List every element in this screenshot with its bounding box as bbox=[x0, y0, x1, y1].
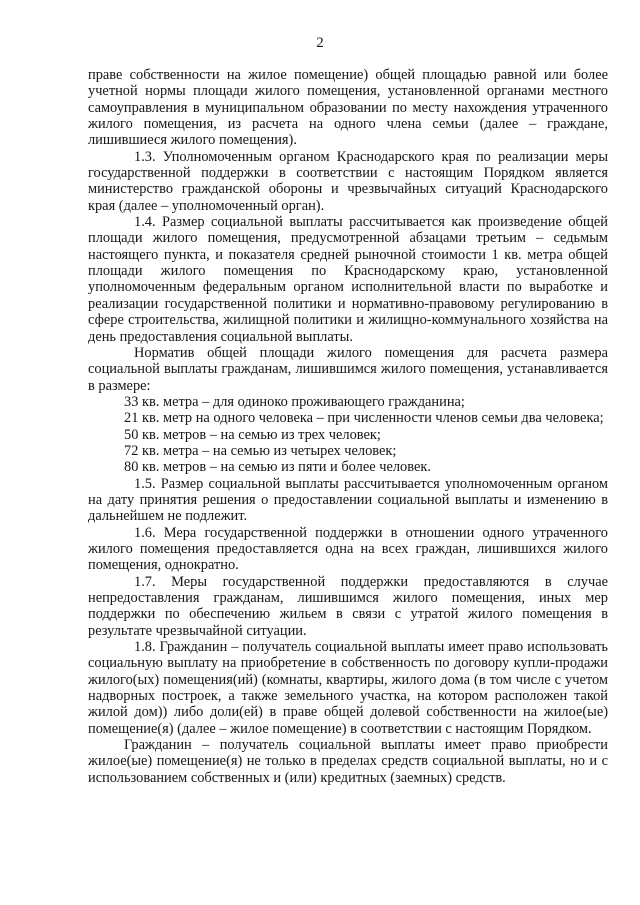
paragraph-1-6: 1.6. Мера государственной поддержки в отношении одного утраченного жилого помещения предоставляется одна на всех граждан, лишившихся жилого помещения, однократно. bbox=[88, 524, 608, 574]
norm-item-single: 33 кв. метра – для одиноко проживающего гражданина; bbox=[124, 393, 465, 410]
paragraph-1-8-continued: Гражданин – получатель социальной выплаты имеет право приобрести жилое(ые) помещение(я) не только в пределах средств социальной выплаты, но и с использованием собственных и (или) кредитных (заемных) средств. bbox=[88, 737, 608, 786]
norm-item-four: 72 кв. метра – на семью из четырех человек; bbox=[124, 442, 397, 459]
norm-item-three: 50 кв. метров – на семью из трех человек; bbox=[124, 426, 381, 443]
norm-item-five-plus: 80 кв. метров – на семью из пяти и более человек. bbox=[124, 459, 431, 476]
paragraph-1-7: 1.7. Меры государственной поддержки предоставляются в случае непредоставления гражданам, лишившимся жилого помещения, иных мер поддержки по обеспечению жильем в связи с утратой жилого помещения в результате чрезвычайной ситуации. bbox=[88, 573, 608, 639]
paragraph-norm-intro: Норматив общей площади жилого помещения для расчета размера социальной выплаты гражданам, лишившимся жилого помещения, устанавливается в размере: bbox=[88, 344, 608, 394]
norm-item-two: 21 кв. метр на одного человека – при численности членов семьи два человека; bbox=[124, 410, 604, 427]
page-number: 2 bbox=[316, 35, 324, 51]
paragraph-1-4: 1.4. Размер социальной выплаты рассчитывается как произведение общей площади жилого помещения, предусмотренной абзацами третьим – седьмым настоящего пункта, и показателя средней рыночной стоимости 1 кв. метра общей площади жилого помещения по Краснодарскому краю, установленной уполномоченным федеральным органом исполнительной власти по выработке и реализации государственной политики и нормативно-правовому регулированию в сфере строительства, жилищной политики и жилищно-коммунального хозяйства на день предоставления социальной выплаты. bbox=[88, 214, 608, 345]
paragraph-1-3: 1.3. Уполномоченным органом Краснодарского края по реализации меры государственной поддержки в соответствии с настоящим Порядком является министерство гражданской обороны и чрезвычайных ситуаций Краснодарского края (далее – уполномоченный орган). bbox=[88, 148, 608, 214]
paragraph-1-5: 1.5. Размер социальной выплаты рассчитывается уполномоченным органом на дату принятия решения о предоставлении социальной выплаты и изменению в дальнейшем не подлежит. bbox=[88, 475, 608, 525]
paragraph-1-8: 1.8. Гражданин – получатель социальной выплаты имеет право использовать социальную выплату на приобретение в собственность по договору купли-продажи жилого(ых) помещения(ий) (комнаты, квартиры, жилого дома (в том числе с учетом надворных построек, а также земельного участка, на котором расположен такой жилой дом)) либо доли(ей) в праве общей долевой собственности на жилое(ые) помещение(я) (далее – жилое помещение) в соответствии с настоящим Порядком. bbox=[88, 639, 608, 737]
document-body bbox=[88, 67, 608, 786]
paragraph-continuation: праве собственности на жилое помещение) общей площадью равной или более учетной нормы площади жилого помещения, установленной органами местного самоуправления в муниципальном образовании по месту нахождения утраченного жилого помещения, из расчета на одного члена семьи (далее – граждане, лишившиеся жилого помещения). bbox=[88, 67, 608, 149]
